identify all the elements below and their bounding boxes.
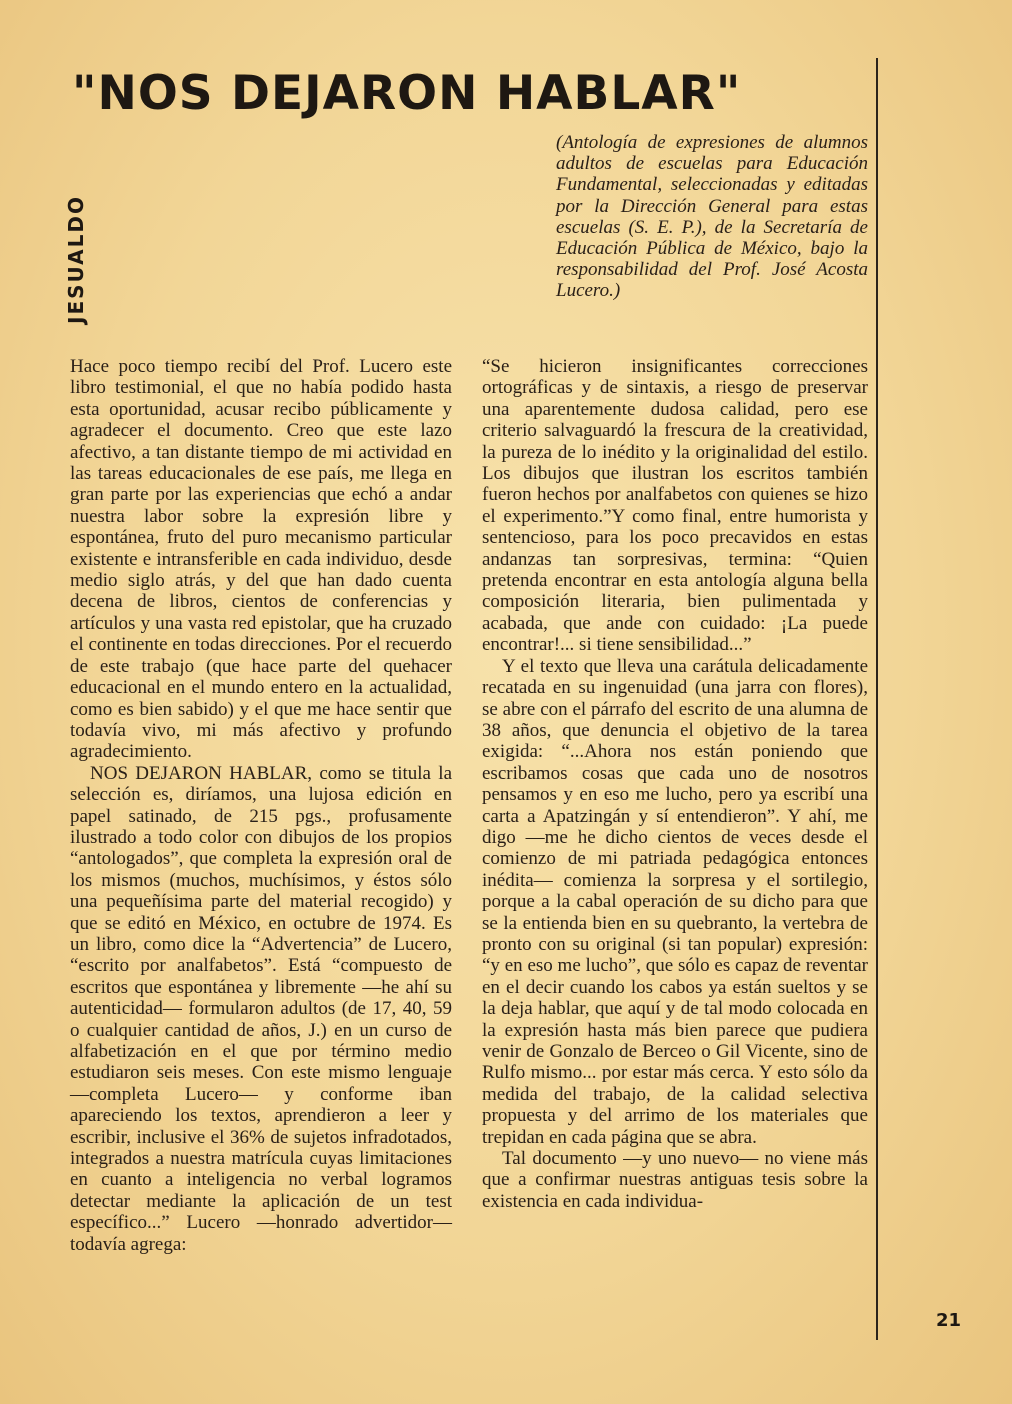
- body-paragraph: NOS DEJARON HABLAR, como se titula la selección es, diríamos, una lujosa edición en papel satinado, de 215 pgs., profusamente ilustrado a todo color con dibujos de los propios “antologados”, que completa la expresión oral de los mismos (muchos, muchísimos, y éstos sólo una pequeñísima parte del material recogido) y que se editó en México, en octubre de 1974. Es un libro, como dice la “Advertencia” de Lucero, “escrito por analfabetos”. Está “compuesto de escritos que espontánea y libremente —he ahí su autenticidad— formularon adultos (de 17, 40, 59 o cualquier cantidad de años, J.) en un curso de alfabetización en el que por término medio estudiaron seis meses. Con este mismo lenguaje —completa Lucero— y conforme iban apareciendo los textos, aprendieron a leer y escribir, inclusive el 36% de sujetos infradotados, integrados a nuestra matrícula cuyas limitaciones en cuanto a inteligencia no verbal logramos detectar mediante la aplicación de un test específico...” Lucero —honrado advertidor— todavía agrega:: [70, 762, 452, 1255]
- body-paragraph: Y el texto que lleva una carátula delicadamente recatada en su ingenuidad (una jarra con flores), se abre con el párrafo del escrito de una alumna de 38 años, que denuncia el objetivo de la tarea exigida: “...Ahora nos están poniendo que escribamos cosas que cada uno de nosotros pensamos y en eso me lucho, pero ya escribí una carta a Apatzingán y sí entendieron”. Y ahí, me digo —me he dicho cientos de veces desde el comienzo de mi patriada pedagógica entonces inédita— comienza la sorpresa y el sortilegio, porque a la cabal operación de su dicho para que se la entienda bien en su quebranto, la vertebra de pronto con su original (si tan popular) expresión: “y en eso me lucho”, que sólo es capaz de reventar en el decir cuando los cabos ya están sueltos y se la deja hablar, que aquí y de tal modo colocada en la expresión hasta más bien parece que pudiera venir de Gonzalo de Berceo o Gil Vicente, sino de Rulfo mismo... por estar más cerca. Y esto sólo da medida del trabajo, de la calidad selectiva propuesta y del arrimo de los materiales que trepidan en cada página que se abra.: [482, 655, 868, 1148]
- body-paragraph: Hace poco tiempo recibí del Prof. Lucero este libro testimonial, el que no había podido hasta esta oportunidad, acusar recibo públicamente y agradecer el documento. Creo que este lazo afectivo, a tan distante tiempo de mi actividad en las tareas educacionales de ese país, me llega en gran parte por las experiencias que echó a andar nuestra labor sobre la expresión libre y espontánea, fruto del puro mecanismo particular existente e intransferible en cada individuo, desde medio siglo atrás, y del que han dado cuenta decena de libros, cientos de conferencias y artículos y una vasta red epistolar, que ha cruzado el continente en todas direcciones. Por el recuerdo de este trabajo (que hace parte del quehacer educacional en el mundo entero en la actualidad, como es bien sabido) y el que me hace sentir que todavía vivo, mi más afectivo y profundo agradecimiento.: [70, 356, 452, 763]
- left-column: [70, 356, 452, 1255]
- page-number: 21: [936, 1310, 962, 1331]
- body-paragraph: “Se hicieron insignificantes correcciones ortográficas y de sintaxis, a riesgo de preservar una aparentemente dudosa calidad, pero ese criterio salvaguardó la frescura de la creatividad, la pureza de lo inédito y la originalidad del estilo. Los dibujos que ilustran los escritos también fueron hechos por analfabetos con quienes se hizo el experimento.”Y como final, entre humorista y sentencioso, para los poco precavidos en estas andanzas tan sorpresivas, termina: “Quien pretenda encontrar en esta antología alguna bella composición literaria, bien pulimentada y acabada, que ande con cuidado: ¡La puede encontrar!... si tiene sensibilidad...”: [482, 356, 868, 656]
- right-column: [482, 356, 868, 1212]
- author-name: JESUALDO: [64, 195, 88, 324]
- article-subtitle: (Antología de expresiones de alumnos adultos de escuelas para Educación Fundamental, seleccionadas y editadas por la Dirección General para estas escuelas (S. E. P.), de la Secretaría de Educación Pública de México, bajo la responsabilidad del Prof. José Acosta Lucero.): [556, 132, 868, 302]
- body-paragraph: Tal documento —y uno nuevo— no viene más que a confirmar nuestras antiguas tesis sobre la existencia en cada individua-: [482, 1148, 868, 1212]
- column-divider-rule: [876, 58, 878, 1340]
- article-title: "NOS DEJARON HABLAR": [72, 66, 742, 121]
